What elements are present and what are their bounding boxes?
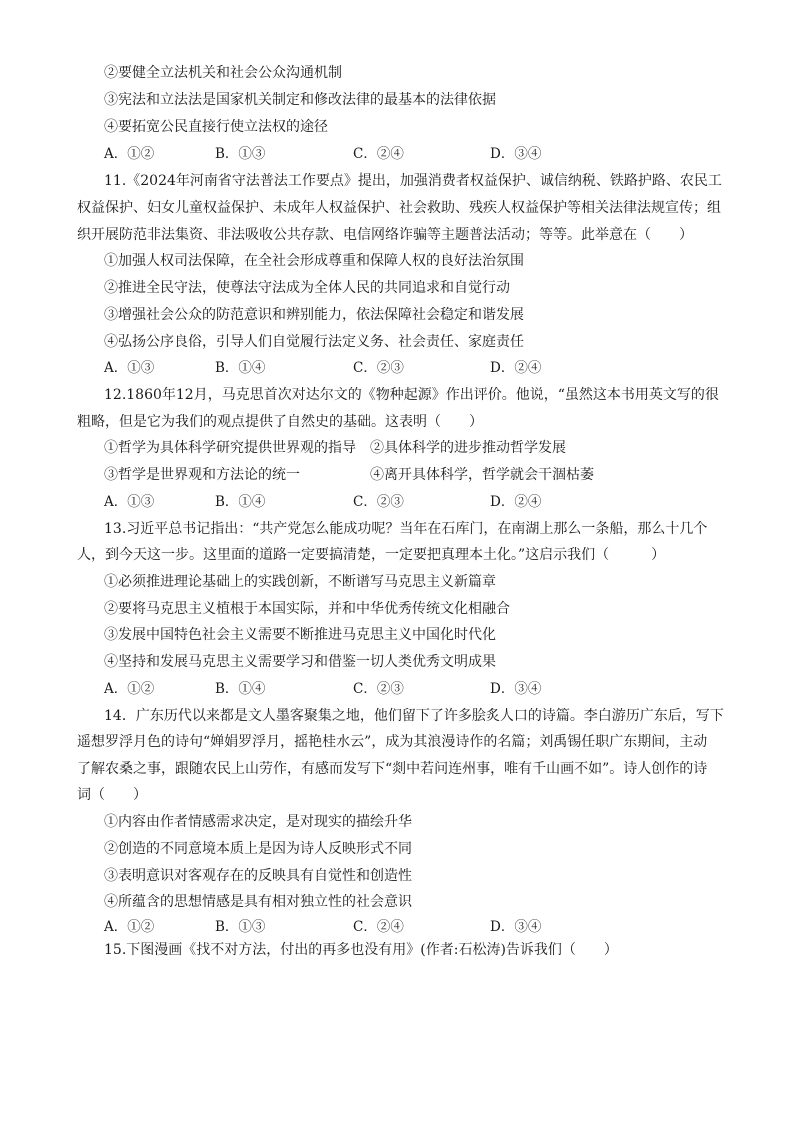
q10-choice-c: C．②④ — [353, 146, 404, 162]
q12-choice-c: C．②③ — [353, 494, 404, 510]
q12-option-3: ③哲学是世界观和方法论的统一 — [104, 467, 300, 483]
q12-stem-line-1: 12.1860年12月，马克思首次对达尔文的《物种起源》作出评价。他说，“虽然这本书用英文写的很 — [104, 387, 719, 403]
q14-stem-line-3: 了解农桑之事，跟随农民上山劳作，有感而发写下“剡中若问连州事，唯有千山画不如”。诗人创作的诗 — [77, 761, 708, 777]
q11-option-3: ③增强社会公众的防范意识和辨别能力，依法保障社会稳定和谐发展 — [104, 307, 524, 323]
q13-choice-c: C．②③ — [353, 681, 404, 697]
q14-stem-line-2: 遥想罗浮月色的诗句“婵娟罗浮月，摇艳桂水云”，成为其浪漫诗作的名篇；刘禹锡任职广东期间，主动 — [77, 734, 708, 750]
q11-option-4: ④弘扬公序良俗，引导人们自觉履行法定义务、社会责任、家庭责任 — [104, 334, 524, 350]
q13-option-2: ②要将马克思主义植根于本国实际，并和中华优秀传统文化相融合 — [104, 601, 510, 617]
q15-stem: 15.下图漫画《找不对方法，付出的再多也没有用》(作者:石松涛)告诉我们（ ） — [104, 942, 618, 958]
q13-stem-line-2: 人，到今天这一步。这里面的道路一定要搞清楚，一定要把真理本土化。”这启示我们（ ） — [77, 547, 666, 563]
q11-choice-a: A．①③ — [104, 360, 155, 376]
q13-option-4: ④坚持和发展马克思主义需要学习和借鉴一切人类优秀文明成果 — [104, 654, 496, 670]
q12-option-4: ④离开具体科学，哲学就会干涸枯萎 — [370, 467, 594, 483]
q14-choice-d: D．③④ — [490, 919, 542, 935]
q14-stem-line-4: 词（ ） — [77, 787, 147, 803]
q11-choice-d: D．②④ — [490, 360, 542, 376]
q11-stem-line-2: 权益保护、妇女儿童权益保护、未成年人权益保护、社会救助、残疾人权益保护等相关法律法规宣传；组 — [77, 200, 721, 216]
q10-choice-a: A．①② — [104, 146, 155, 162]
q12-option-2: ②具体科学的进步推动哲学发展 — [370, 440, 566, 456]
q14-choice-b: B．①③ — [215, 919, 266, 935]
q13-stem-line-1: 13.习近平总书记指出：“共产党怎么能成功呢？当年在石库门，在南湖上那么一条船，那么十几个 — [104, 521, 708, 537]
q13-choice-b: B．①④ — [215, 681, 266, 697]
q13-choice-d: D．③④ — [490, 681, 542, 697]
q14-choice-a: A．①② — [104, 919, 155, 935]
q14-choice-c: C．②④ — [353, 919, 404, 935]
q12-choice-d: D．②④ — [490, 494, 542, 510]
q11-choice-b: B．①④ — [215, 360, 266, 376]
q10-choice-b: B．①③ — [215, 146, 266, 162]
q13-option-3: ③发展中国特色社会主义需要不断推进马克思主义中国化时代化 — [104, 627, 496, 643]
q10-option-3: ③宪法和立法法是国家机关制定和修改法律的最基本的法律依据 — [104, 92, 496, 108]
q12-stem-line-2: 粗略，但是它为我们的观点提供了自然史的基础。这表明（ ） — [77, 414, 483, 430]
q10-choice-d: D．③④ — [490, 146, 542, 162]
q14-option-4: ④所蕴含的思想情感是具有相对独立性的社会意识 — [104, 894, 412, 910]
q11-stem-line-3: 织开展防范非法集资、非法吸收公共存款、电信网络诈骗等主题普法活动；等等。此举意在（ ） — [77, 227, 693, 243]
q14-option-3: ③表明意识对客观存在的反映具有自觉性和创造性 — [104, 868, 412, 884]
q14-option-1: ①内容由作者情感需求决定，是对现实的描绘升华 — [104, 814, 412, 830]
q10-option-4: ④要拓宽公民直接行使立法权的途径 — [104, 119, 328, 135]
q12-option-1: ①哲学为具体科学研究提供世界观的指导 — [104, 440, 356, 456]
q11-option-1: ①加强人权司法保障，在全社会形成尊重和保障人权的良好法治氛围 — [104, 253, 524, 269]
q11-stem-line-1: 11.《2024年河南省守法普法工作要点》提出，加强消费者权益保护、诚信纳税、铁路护路、农民工 — [104, 173, 722, 189]
q13-choice-a: A．①② — [104, 681, 155, 697]
q14-option-2: ②创造的不同意境本质上是因为诗人反映形式不同 — [104, 841, 412, 857]
q11-choice-c: C．②③ — [353, 360, 404, 376]
q14-stem-line-1: 14．广东历代以来都是文人墨客聚集之地，他们留下了许多脍炙人口的诗篇。李白游历广东后，写下 — [104, 708, 724, 724]
q12-choice-a: A．①③ — [104, 494, 155, 510]
q12-choice-b: B．①④ — [215, 494, 266, 510]
q13-option-1: ①必须推进理论基础上的实践创新，不断谱写马克思主义新篇章 — [104, 574, 496, 590]
q10-option-2: ②要健全立法机关和社会公众沟通机制 — [104, 65, 342, 81]
q11-option-2: ②推进全民守法，使尊法守法成为全体人民的共同追求和自觉行动 — [104, 280, 510, 296]
